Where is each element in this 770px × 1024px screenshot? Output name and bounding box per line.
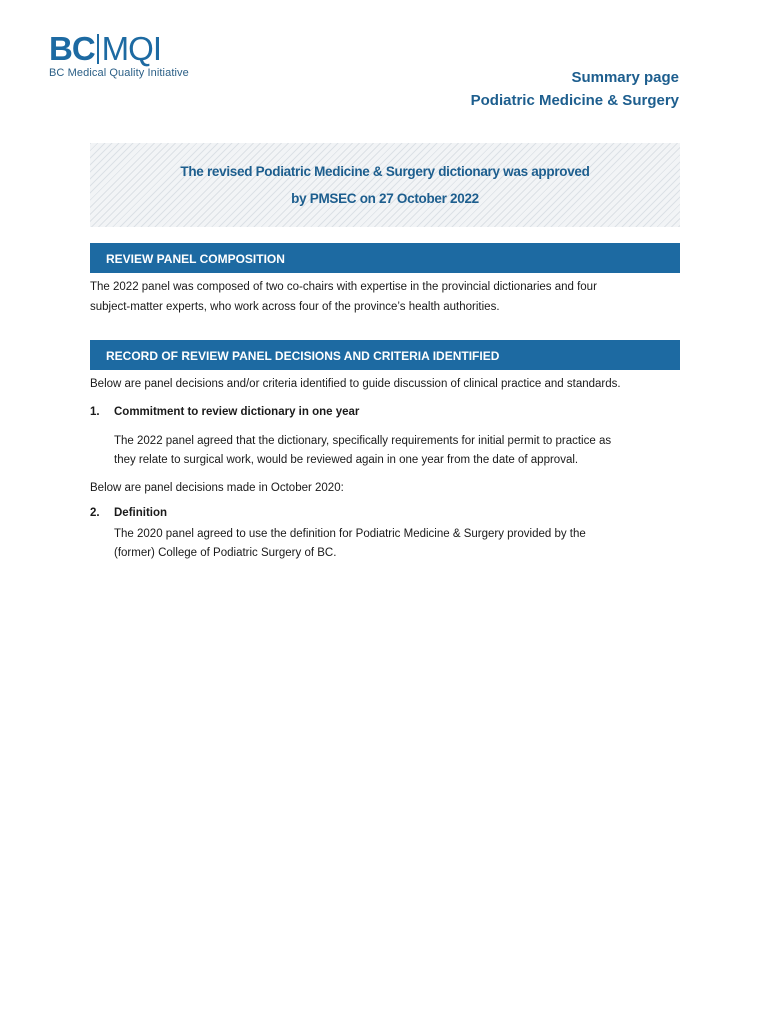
decision-item-2-heading [90,507,167,519]
decision-item-1-heading [90,406,359,418]
decision-item-1-line1: The 2022 panel agreed that the dictionary, specifically requirements for initial permit to practice as [114,435,612,447]
decision-item-1-title: Commitment to review dictionary in one year [114,406,360,418]
logo-divider [97,34,99,64]
approval-notice-line1: The revised Podiatric Medicine & Surgery dictionary was approved [180,164,590,179]
decisions-intro: Below are panel decisions and/or criteria identified to guide discussion of clinical practice and standards. [90,378,621,390]
document-title [471,66,679,112]
logo-mark [49,30,189,67]
approval-notice [90,143,680,227]
approval-notice-line2: by PMSEC on 27 October 2022 [291,191,479,206]
decision-item-2-title: Definition [114,507,168,519]
october-2020-intro: Below are panel decisions made in October 2020: [90,482,344,494]
decision-item-2-line1: The 2020 panel agreed to use the definition for Podiatric Medicine & Surgery provided by the [114,528,586,540]
document-title-line1: Summary page [571,69,679,86]
panel-composition-line2: subject-matter experts, who work across four of the province’s health authorities. [90,301,500,313]
logo-subtitle: BC Medical Quality Initiative [49,67,189,79]
decision-item-1-line2: they relate to surgical work, would be reviewed again in one year from the date of approval. [114,454,579,466]
logo-mark-bc: BC [49,30,95,67]
section-heading-decisions: RECORD OF REVIEW PANEL DECISIONS AND CRITERIA IDENTIFIED [90,340,680,370]
panel-composition-line1: The 2022 panel was composed of two co-chairs with expertise in the provincial dictionaries and four [90,281,597,293]
decision-item-1-body [114,432,684,470]
decision-item-2-number: 2. [90,507,100,519]
section-heading-panel-composition: REVIEW PANEL COMPOSITION [90,243,680,273]
decision-item-1-number: 1. [90,406,100,418]
logo-mark-mqi: MQI [101,30,161,67]
decision-item-2-body [114,525,684,563]
panel-composition-text [90,277,690,317]
document-title-line2: Podiatric Medicine & Surgery [470,92,679,109]
bcmqi-logo [49,30,189,79]
decision-item-2-line2: (former) College of Podiatric Surgery of BC. [114,547,337,559]
